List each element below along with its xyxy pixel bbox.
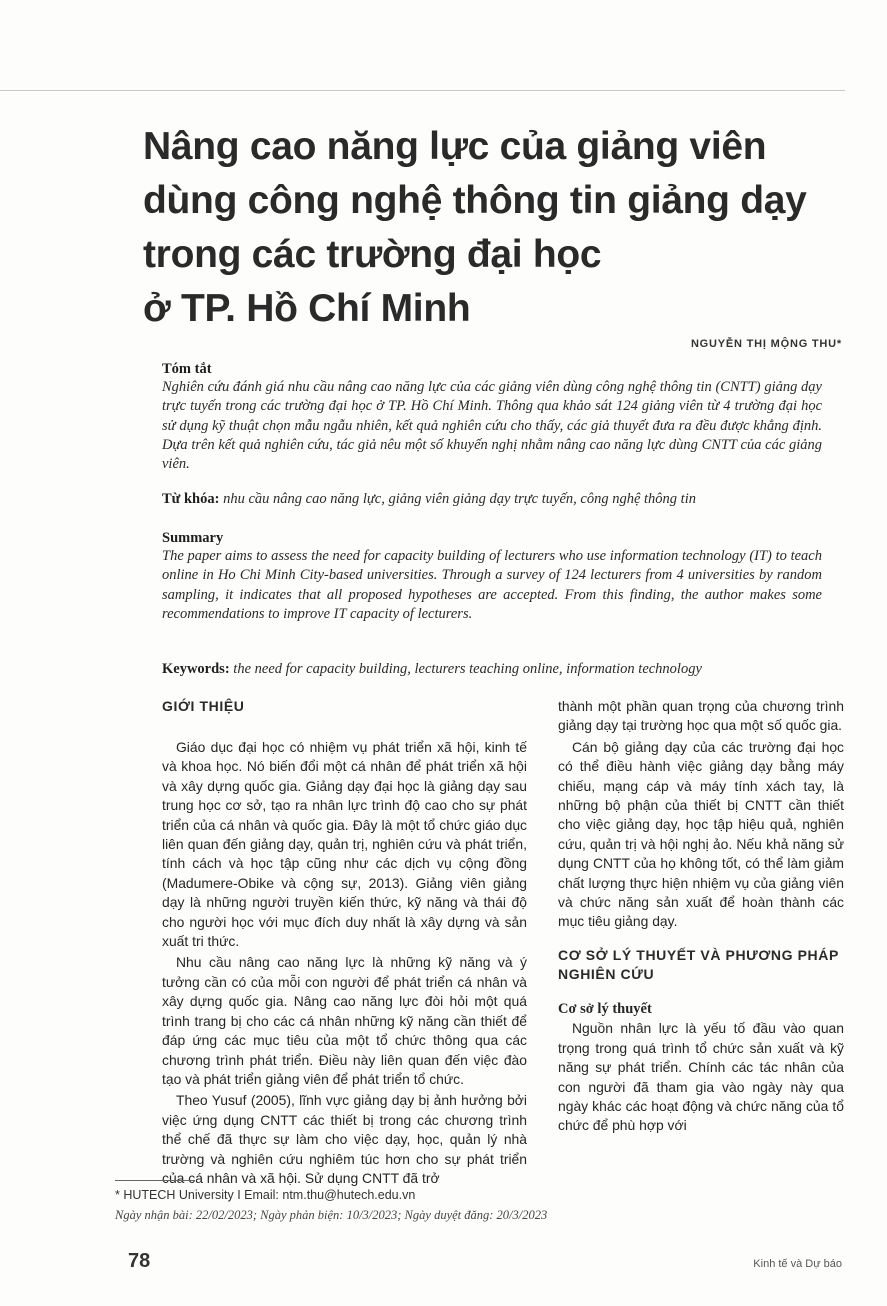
intro-paragraph-1: Giáo dục đại học có nhiệm vụ phát triển xã hội, kinh tế và khoa học. Nó biến đổi một cá nhân để phát triển xã hội và xây dựng quốc gia. Giảng dạy đại học là giảng dạy sau trung học cơ sở, tạo ra nhân lực trình độ cao cho sự phát triển của cá nhân và quốc gia. Đây là một tổ chức giáo dục liên quan đến giảng dạy, quản trị, nghiên cứu và phát triển, tính cách và học tập cũng như các dịch vụ cộng đồng (Madumere-Obike và cộng sự, 2013). Giảng viên giảng dạy là những người truyền kiến thức, kỹ năng và thái độ cho người học với mục đích duy nhất là xây dựng và sản xuất tri thức. (162, 739, 527, 950)
journal-name: Kinh tế và Dự báo (753, 1258, 842, 1270)
abstract-en-text: The paper aims to assess the need for capacity building of lecturers who use information technology (IT) to teach online in Ho Chi Minh City-based universities. Through a survey of 124 lecturers from 4 universities by random sampling, it indicates that all proposed hypotheses are accepted. From this finding, the author makes some recommendations to improve IT capacity of lecturers. (162, 548, 822, 622)
right-paragraph-3: Nguồn nhân lực là yếu tố đầu vào quan trọng trong quá trình tổ chức sản xuất và kỹ năng sự phát triển. Chính các tác nhân của con người đã tham gia vào ngày này qua ngày khác các hoạt động và chức năng của tổ chức để phù hợp với (558, 1020, 844, 1134)
title-line-2: dùng công nghệ thông tin giảng dạy (143, 179, 807, 222)
title-line-4: ở TP. Hồ Chí Minh (143, 287, 471, 330)
right-paragraph-2: Cán bộ giảng dạy của các trường đại học có thể điều hành việc giảng dạy bằng máy chiếu, mạng cáp và máy tính xách tay, là những bộ phận của thiết bị CNTT cần thiết cho việc giảng dạy, học tập hiệu quả, nghiên cứu, quản trị và hội nghị ảo. Nếu khả năng sử dụng CNTT của họ không tốt, có thể làm giảm chất lượng thực hiện nhiệm vụ của giảng viên và chức năng sản xuất để hoàn thành các mục tiêu giảng dạy. (558, 738, 844, 930)
header-rule (0, 90, 845, 91)
keywords-vi (162, 491, 832, 508)
right-column (558, 697, 844, 1136)
right-paragraph-1: thành một phần quan trọng của chương trình giảng dạy tại trường học qua một số quốc gia. (558, 698, 844, 734)
title-line-3: trong các trường đại học (143, 233, 602, 276)
abstract-en-heading: Summary (162, 530, 224, 546)
footnote-dates: Ngày nhận bài: 22/02/2023; Ngày phản biện: 10/3/2023; Ngày duyệt đăng: 20/3/2023 (115, 1208, 548, 1222)
keywords-en-label: Keywords: (162, 661, 230, 677)
abstract-vi (162, 360, 822, 474)
intro-paragraph-2: Nhu cầu nâng cao năng lực là những kỹ năng và ý tưởng cần có của mỗi con người để phát triển cá nhân và xây dựng quốc gia. Nâng cao năng lực đòi hỏi một quá trình trang bị cho các cá nhân những kỹ năng cần thiết để đáp ứng các mục tiêu của một tổ chức thông qua các chương trình phát triển. Điều này liên quan đến việc đào tạo và phát triển giảng viên để phát triển tổ chức. (162, 954, 527, 1087)
page-number: 78 (128, 1250, 151, 1272)
abstract-en (162, 529, 822, 624)
subsection-heading: Cơ sở lý thuyết (558, 1000, 652, 1017)
keywords-en-text: the need for capacity building, lecturers teaching online, information technology (233, 661, 702, 677)
footnote-rule (115, 1180, 195, 1181)
article-title (143, 120, 863, 336)
abstract-vi-text: Nghiên cứu đánh giá nhu cầu nâng cao năng lực của các giảng viên dùng công nghệ thông tin (CNTT) giảng dạy trực tuyến trong các trường đại học ở TP. Hồ Chí Minh. Thông qua khảo sát 124 giảng viên từ 4 trường đại học sử dụng kỹ thuật chọn mẫu ngẫu nhiên, kết quả nghiên cứu cho thấy, các giả thuyết đưa ra đều được khẳng định. Dựa trên kết quả nghiên cứu, tác giả nêu một số khuyến nghị nhằm nâng cao năng lực dùng CNTT của các giảng viên. (162, 379, 822, 473)
keywords-vi-label: Từ khóa: (162, 491, 220, 507)
footnote-affiliation: * HUTECH University I Email: ntm.thu@hutech.edu.vn (115, 1188, 416, 1202)
left-column (162, 697, 527, 1188)
abstract-vi-heading: Tóm tắt (162, 361, 212, 377)
section-heading-intro: GIỚI THIỆU (162, 698, 245, 714)
section-heading-theory: CƠ SỞ LÝ THUYẾT VÀ PHƯƠNG PHÁP NGHIÊN CỨU (558, 946, 839, 982)
keywords-vi-text: nhu cầu nâng cao năng lực, giảng viên giảng dạy trực tuyến, công nghệ thông tin (223, 491, 696, 507)
keywords-en (162, 661, 832, 678)
title-line-1: Nâng cao năng lực của giảng viên (143, 125, 767, 168)
intro-paragraph-3: Theo Yusuf (2005), lĩnh vực giảng dạy bị ảnh hưởng bởi việc ứng dụng CNTT các thiết bị trong các chương trình thể chế đã thực sự làm cho việc dạy, học, quản lý nhà trường và nghiên cứu nghiêm túc hơn cho sự phát triển của cá nhân và xã hội. Sử dụng CNTT đã trở (162, 1092, 527, 1186)
author-name: NGUYỄN THỊ MỘNG THU* (690, 338, 842, 350)
